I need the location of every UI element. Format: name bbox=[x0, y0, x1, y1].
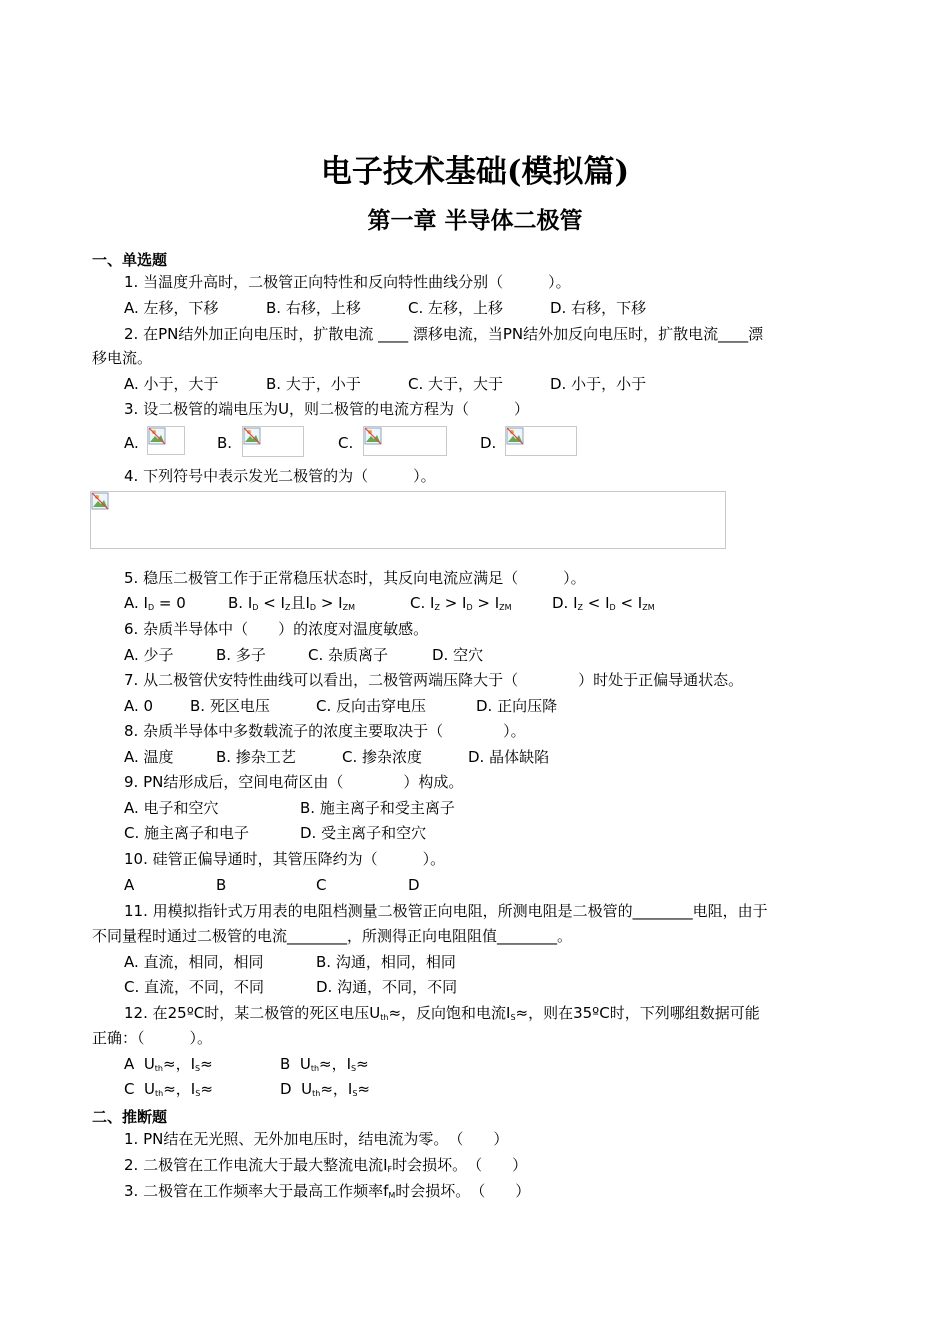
option-b: B $U_{th}\approx$，$I_S\approx$ bbox=[280, 1055, 369, 1073]
option-d: D. $I_Z < I_D < I_{ZM}$ bbox=[552, 594, 655, 612]
option-b: B. 掺杂工艺 bbox=[216, 748, 296, 766]
question-9-options-row-2 bbox=[124, 823, 426, 843]
broken-image-icon bbox=[243, 427, 261, 445]
question-1: 1. 当温度升高时，二极管正向特性和反向特性曲线分别（ ）。 bbox=[124, 273, 571, 291]
option-c: C. 左移，上移 bbox=[408, 299, 504, 317]
option-b: B. 右移，上移 bbox=[266, 299, 361, 317]
question-11-options-row-1 bbox=[124, 952, 456, 972]
question-9-options-row-1 bbox=[124, 798, 455, 818]
question-9: 9. PN结形成后，空间电荷区由（ ）构成。 bbox=[124, 773, 464, 791]
question-11-line-1: 11. 用模拟指针式万用表的电阻档测量二极管正向电阻，所测电阻是二极管的________电阻，由于 bbox=[124, 902, 768, 920]
option-a: A. 电子和空穴 bbox=[124, 799, 219, 817]
option-c: C bbox=[316, 876, 327, 894]
question-12-options-row-2 bbox=[124, 1079, 370, 1104]
option-a: A. $I_D = 0$ bbox=[124, 594, 186, 612]
judgment-1: 1. PN结在无光照、无外加电压时，结电流为零。 （ ） bbox=[124, 1130, 509, 1148]
option-c: C. $I_Z > I_D > I_{ZM}$ bbox=[410, 594, 512, 612]
option-b: B. 沟通，相同，相同 bbox=[316, 953, 456, 971]
option-d: D. 空穴 bbox=[432, 646, 484, 664]
option-a: A $U_{th}\approx$，$I_S\approx$ bbox=[124, 1055, 213, 1073]
section-heading-single-choice: 一、单选题 bbox=[92, 251, 168, 269]
question-12-line-1: 12. 在25ºC时，某二极管的死区电压$U_{th}\approx$，反向饱和电流$I_S\approx$，则在35ºC时，下列哪组数据可能 bbox=[124, 1004, 760, 1022]
question-8: 8. 杂质半导体中多数载流子的浓度主要取决于（ ）。 bbox=[124, 722, 526, 740]
option-a-label: A. bbox=[124, 434, 139, 452]
formula-image-a bbox=[147, 426, 185, 455]
question-3: 3. 设二极管的端电压为U，则二极管的电流方程为（ ） bbox=[124, 400, 530, 418]
option-d: D bbox=[408, 876, 420, 894]
question-8-options bbox=[124, 747, 549, 767]
question-11-options-row-2 bbox=[124, 977, 457, 997]
question-7-options bbox=[124, 696, 557, 716]
question-10-options bbox=[124, 875, 420, 895]
broken-image-icon bbox=[364, 427, 382, 445]
option-a: A. 少子 bbox=[124, 646, 174, 664]
option-c: C. 直流，不同，不同 bbox=[124, 978, 265, 996]
option-d: D. 沟通，不同，不同 bbox=[316, 978, 458, 996]
option-d: D. 正向压降 bbox=[476, 697, 558, 715]
option-d: D. 右移，下移 bbox=[550, 299, 647, 317]
led-symbols-image bbox=[90, 491, 726, 549]
option-b: B. 多子 bbox=[216, 646, 266, 664]
formula-image-b bbox=[242, 426, 304, 457]
option-a: A. 温度 bbox=[124, 748, 174, 766]
question-2-line-1: 2. 在PN结外加正向电压时，扩散电流 ____ 漂移电流，当PN结外加反向电压时，扩散电流____漂 bbox=[124, 325, 764, 343]
option-a: A bbox=[124, 876, 135, 894]
formula-image-c bbox=[363, 426, 447, 456]
option-a: A. 0 bbox=[124, 697, 154, 715]
option-d-label: D. bbox=[480, 434, 497, 452]
option-b: B. 施主离子和受主离子 bbox=[300, 799, 455, 817]
question-5-options bbox=[124, 593, 655, 618]
question-11-line-2: 不同量程时通过二极管的电流________，所测得正向电阻阻值________。 bbox=[92, 927, 573, 945]
broken-image-icon bbox=[148, 427, 166, 445]
option-a: A. 直流，相同，相同 bbox=[124, 953, 264, 971]
question-6: 6. 杂质半导体中（ ）的浓度对温度敏感。 bbox=[124, 620, 429, 638]
broken-image-icon bbox=[506, 427, 524, 445]
question-5: 5. 稳压二极管工作于正常稳压状态时，其反向电流应满足（ ）。 bbox=[124, 569, 586, 587]
question-10: 10. 硅管正偏导通时，其管压降约为（ ）。 bbox=[124, 850, 446, 868]
option-c-label: C. bbox=[338, 434, 354, 452]
question-1-options bbox=[124, 298, 646, 318]
option-d: D. 晶体缺陷 bbox=[468, 748, 550, 766]
option-b: B. 死区电压 bbox=[190, 697, 270, 715]
option-d: D. 受主离子和空穴 bbox=[300, 824, 427, 842]
option-d: D. 小于，小于 bbox=[550, 375, 647, 393]
chapter-title: 第一章 半导体二极管 bbox=[367, 207, 583, 234]
question-12-line-2: 正确：（ ）。 bbox=[92, 1029, 213, 1047]
option-a: A. 小于，大于 bbox=[124, 375, 219, 393]
formula-image-d bbox=[505, 426, 577, 456]
option-b: B. 大于，小于 bbox=[266, 375, 361, 393]
judgment-2: 2. 二极管在工作电流大于最大整流电流$I_F$时会损坏。 （ ） bbox=[124, 1156, 528, 1174]
option-b: B bbox=[216, 876, 227, 894]
question-7: 7. 从二极管伏安特性曲线可以看出，二极管两端压降大于（ ）时处于正偏导通状态。 bbox=[124, 671, 744, 689]
option-b: B. $I_D < I_Z$且$I_D > I_{ZM}$ bbox=[228, 594, 355, 612]
option-c: C. 大于，大于 bbox=[408, 375, 504, 393]
question-6-options bbox=[124, 645, 483, 665]
option-c: C. 反向击穿电压 bbox=[316, 697, 427, 715]
option-a: A. 左移，下移 bbox=[124, 299, 219, 317]
broken-image-icon bbox=[91, 492, 109, 510]
option-d: D $U_{th}\approx$，$I_S\approx$ bbox=[280, 1080, 370, 1098]
question-2-options bbox=[124, 374, 646, 394]
option-b-label: B. bbox=[217, 434, 233, 452]
judgment-3: 3. 二极管在工作频率大于最高工作频率$f_M$时会损坏。 （ ） bbox=[124, 1182, 531, 1200]
question-12-options-row-1 bbox=[124, 1054, 369, 1079]
question-2-line-2: 移电流。 bbox=[92, 349, 153, 367]
document-title: 电子技术基础(模拟篇) bbox=[320, 154, 630, 190]
option-c: C $U_{th}\approx$，$I_S\approx$ bbox=[124, 1080, 213, 1098]
option-c: C. 施主离子和电子 bbox=[124, 824, 250, 842]
question-4: 4. 下列符号中表示发光二极管的为（ ）。 bbox=[124, 467, 436, 485]
option-c: C. 掺杂浓度 bbox=[342, 748, 423, 766]
section-heading-judgment: 二、推断题 bbox=[92, 1108, 168, 1126]
option-c: C. 杂质离子 bbox=[308, 646, 389, 664]
